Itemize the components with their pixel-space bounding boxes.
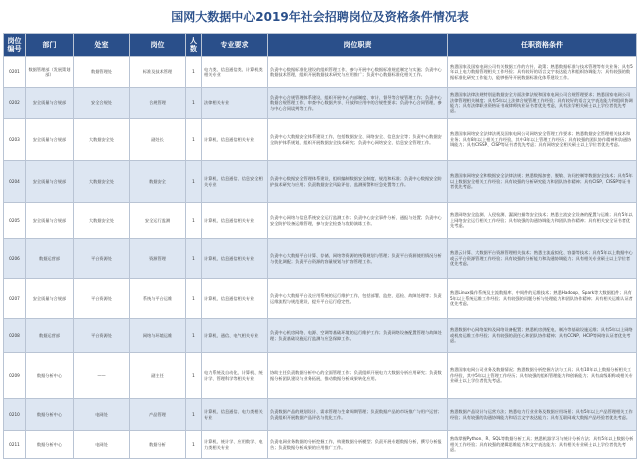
cell-dept: 数据分析中心 [26, 353, 74, 399]
cell-dept: 安全质量与合规部 [26, 88, 74, 119]
table-row [4, 319, 637, 353]
req-text: 熟悉国家法律法规特别是数据安全方面法律法规和国家电网公司合规管理要求；熟悉国家电网公司法律管理相关制度；具有5年以上法律合规管理工作经验；具有较好的语言文字表达能力和组织协调能力；具有法律职业资格证书或律师执业证书者优先考虑，具有法学相关硕士以上学位者优先考虑。 [450, 92, 633, 114]
cell-dept: 数据管理部（发展策划部） [26, 57, 74, 88]
cell-dept: 数据运营部 [26, 239, 74, 279]
req-text: 熟悉数据产品设计与运营方法；熟悉电力行业业务及数据应用场景；具有5年以上产品管理相关工作经验；具有较强的沟通协调能力和语言文字表达能力；具有互联网或大数据产品经验者优先考虑。 [450, 409, 633, 420]
req-text: 熟练掌握Python、R、SQL等数据分析工具；熟悉机器学习与统计分析方法；具有5年以上数据分析相关工作经验；具有较强的逻辑思维能力和文字表达能力；具有相关专业硕士以上学位者优先考虑。 [450, 436, 634, 453]
cell-count: 1 [186, 431, 202, 459]
cell-post: 合规管理 [130, 88, 186, 119]
cell-duty [268, 161, 448, 203]
cell-req [448, 161, 637, 203]
req-text: 熟悉国家及国家电网公司有关数据工作的方针、政策；熟悉数据标准与技术管理等有关业务；具有5年以上电力数据管理相关工作经验；具有较好的语言文字表达能力和组织协调能力；具有较强的数据标准化研究工作能力，能够指导开展数据标准化体系建设工作。 [450, 63, 633, 80]
cell-office: 平台资源处 [74, 319, 130, 353]
cell-major [202, 399, 268, 431]
cell-major [202, 203, 268, 239]
cell-code: 0203 [4, 119, 26, 161]
cell-code: 0207 [4, 279, 26, 319]
cell-post: 数据分析 [130, 431, 186, 459]
cell-count: 1 [186, 203, 202, 239]
cell-code: 0208 [4, 319, 26, 353]
cell-duty [268, 279, 448, 319]
cell-post: 产品管理 [130, 399, 186, 431]
cell-req [448, 431, 637, 459]
req-text: 熟悉国家网络安全法律法规及国家电网公司网络安全管理工作要求；熟悉数据安全管理相关技术和业务；具有8年以上相关工作经验，其中3年以上管理工作经历；具有较强的团队协作精神和沟通协调能力；具有CISSP、CISP等证书者优先考虑；具有网络安全相关硕士以上学位者优先考虑。 [450, 131, 632, 148]
header-dept: 部门 [26, 34, 74, 57]
duty-text: 负责中心数据标准化建设的组织管理工作，参与开展中心数据标准规范制定与实施；负责中心数据技术管理，组织开展数据技术研究与应用推广；负责中心数据标准化相关工作。 [270, 66, 442, 77]
table-row [4, 88, 637, 119]
cell-duty [268, 88, 448, 119]
cell-req [448, 239, 637, 279]
cell-req [448, 203, 637, 239]
cell-req [448, 353, 637, 399]
cell-office: 电网处 [74, 431, 130, 459]
cell-duty [268, 353, 448, 399]
cell-code: 0201 [4, 57, 26, 88]
table-row [4, 279, 637, 319]
table-row [4, 399, 637, 431]
cell-code: 0206 [4, 239, 26, 279]
cell-office: 平台资源处 [74, 279, 130, 319]
table-row [4, 431, 637, 459]
major-text: 计算机、信息通信、信息安全相关专业 [204, 176, 263, 187]
duty-text: 负责电网业务数据的分析挖掘工作，构建数据分析模型；负责开展专题数据分析，撰写分析报告；负责数据分析成果的应用推广工作。 [270, 439, 442, 450]
req-text: 熟悉国家网络安全和数据安全法律法规；熟悉数据加密、脱敏、访问控制等数据安全技术；具有5年以上数据安全相关工作经验；具有较强的分析研究能力和团队协作精神；具有CISP、CISSP等证书者优先考虑。 [450, 173, 633, 190]
document-title: 国网大数据中心2019年社会招聘岗位及资格条件情况表 [171, 10, 469, 24]
cell-duty [268, 57, 448, 88]
header-req: 任职资格条件 [448, 34, 637, 57]
req-text: 熟悉云计算、大数据平台资源管理相关技术；熟悉主流虚拟化、容器等技术；具有5年以上数据中心或云平台资源管理工作经验；具有较强的分析能力和沟通协调能力；具有相关专业硕士以上学位者优先考虑。 [450, 250, 633, 267]
cell-major [202, 239, 268, 279]
major-text: 法律相关专业 [204, 100, 230, 106]
cell-count: 1 [186, 88, 202, 119]
cell-dept: 数据运营部 [26, 319, 74, 353]
cell-post: 副主任 [130, 353, 186, 399]
cell-duty [268, 119, 448, 161]
table-row [4, 161, 637, 203]
cell-dept: 安全质量与合规部 [26, 119, 74, 161]
cell-duty [268, 399, 448, 431]
major-text: 计算机、通信、电气相关专业 [204, 332, 259, 338]
cell-office: 电网处 [74, 399, 130, 431]
cell-major [202, 161, 268, 203]
cell-code: 0205 [4, 203, 26, 239]
cell-code: 0204 [4, 161, 26, 203]
duty-text: 负责中心机房网络、电源、空调等基础环境的运行维护工作；负责网络设备配置管理与故障处理；负责基础设施运行监测与应急保障工作。 [270, 330, 442, 341]
duty-text: 负责中心数据安全管理体系建设，组织编制数据安全制度、规范和标准；负责中心数据安全防护技术研究与应用；负责数据安全风险评估、监测预警和应急处置等工作。 [270, 176, 442, 187]
cell-req [448, 119, 637, 161]
duty-text: 负责中心网络与信息系统安全运行监测工作；负责中心安全事件分析、通报与处置；负责中心安全防护设备运维管理，参与安全检查与攻防演练工作。 [270, 215, 442, 226]
cell-dept: 安全质量与合规部 [26, 203, 74, 239]
cell-count: 1 [186, 57, 202, 88]
cell-count: 1 [186, 279, 202, 319]
cell-post: 副处长 [130, 119, 186, 161]
cell-req [448, 399, 637, 431]
table-header-row [4, 34, 637, 57]
cell-post: 安全运行监测 [130, 203, 186, 239]
header-duty: 岗位职责 [268, 34, 448, 57]
cell-office: 大数据安全处 [74, 161, 130, 203]
cell-code: 0202 [4, 88, 26, 119]
major-text: 电力类、信息通信类、计算机类相关专业 [204, 66, 263, 77]
cell-major [202, 279, 268, 319]
cell-post: 数据安全 [130, 161, 186, 203]
duty-text: 协助主任负责数据分析中心的全面管理工作；负责组织开展电力大数据分析应用研究；负责数据分析团队建设与业务拓展，推动数据分析成果转化应用。 [270, 370, 442, 381]
cell-post: 资源管理 [130, 239, 186, 279]
duty-text: 负责中心大数据安全体系建设工作，包括数据安全、网络安全、信息安全等；负责中心数据安全防护体系规划，组织开展数据安全技术研究；负责中心网络安全、信息安全管理工作。 [270, 134, 442, 145]
cell-duty [268, 319, 448, 353]
cell-dept: 数据分析中心 [26, 431, 74, 459]
header-count: 人数 [186, 34, 202, 57]
cell-office: 大数据安全处 [74, 119, 130, 161]
table-row [4, 203, 637, 239]
duty-text: 负责数据产品的规划设计、需求管理与生命周期管理；负责数据产品的市场推广与用户运营；负责组织开展数据产品评估与优化工作。 [270, 409, 442, 420]
req-text: 熟悉国家电网公司业务及数据情况；熟悉数据分析挖掘方法与工具；具有10年以上数据分析相关工作经验，其中5年以上管理工作经历；具有较强的组织管理能力和创新能力；具有高级职称或相关专业硕士以上学位者优先考虑。 [450, 367, 633, 384]
cell-major [202, 88, 268, 119]
cell-office: 安全合规处 [74, 88, 130, 119]
cell-office: 数据管理处 [74, 57, 130, 88]
cell-dept: 安全质量与合规部 [26, 279, 74, 319]
cell-count: 1 [186, 353, 202, 399]
cell-req [448, 279, 637, 319]
cell-dept: 数据分析中心 [26, 399, 74, 431]
major-text: 电力系统及自动化、计算机、统计学、管理科学等相关专业 [204, 370, 263, 381]
req-text: 熟悉数据中心网络架构及网络设备配置；熟悉机房供配电、制冷等基础设施运维；具有5年以上网络或机房运维工作经验；具有较强的责任心和团队协作精神；具有CCNP、HCIP等网络认证者优先考虑。 [450, 327, 633, 344]
major-text: 计算机、统计学、应用数学、电力类相关专业 [204, 439, 263, 450]
major-text: 计算机、信息通信相关专业 [204, 255, 255, 261]
cell-req [448, 319, 637, 353]
duty-text: 负责中心合规管理体系建设，组织开展中心内部制度、审计、督导等合规管理工作；负责中心数据合规管理工作，审查中心数据共享、开放和应用中的合规性要求；负责中心合同管理，参与中心合同谈判等工作。 [270, 94, 442, 111]
cell-count: 1 [186, 239, 202, 279]
header-post: 岗位 [130, 34, 186, 57]
table-row [4, 119, 637, 161]
duty-text: 负责中心大数据平台计算、存储、网络等资源的统筹规划与管理；负责平台资源使用情况分析与优化调配；负责平台资源的容量规划与扩容管理工作。 [270, 253, 442, 264]
recruitment-table [3, 33, 637, 459]
cell-count: 1 [186, 161, 202, 203]
major-text: 计算机、信息通信相关专业 [204, 136, 255, 142]
cell-count: 1 [186, 399, 202, 431]
cell-major [202, 319, 268, 353]
major-text: 计算机、信息通信相关专业 [204, 295, 255, 301]
req-text: 熟悉Linux操作系统及主流数据库、中间件的运维技术；熟悉Hadoop、Spark等大数据组件；具有5年以上系统运维工作经验；具有较强的问题分析与处理能力和团队协作精神；具有相关运维认证者优先考虑。 [450, 290, 633, 307]
duty-text: 负责中心大数据平台及应用系统的运行维护工作，包括部署、监控、巡检、故障处理等；负责运维流程与规范建设，提升平台运行稳定性。 [270, 293, 442, 304]
cell-code: 0211 [4, 431, 26, 459]
cell-dept: 安全质量与合规部 [26, 161, 74, 203]
cell-major [202, 57, 268, 88]
cell-count: 1 [186, 319, 202, 353]
cell-major [202, 353, 268, 399]
req-text: 熟悉网络安全监测、入侵检测、漏洞扫描等安全技术；熟悉主流安全设备的配置与运维；具有5年以上网络安全运行相关工作经验；具有较强的沟通协调能力和团队协作精神；具有相关安全证书者优先考虑。 [450, 212, 633, 229]
cell-office: —— [74, 353, 130, 399]
cell-major [202, 119, 268, 161]
table-row [4, 239, 637, 279]
cell-post: 标准及技术管理 [130, 57, 186, 88]
cell-count: 1 [186, 119, 202, 161]
cell-post: 网络与环境运维 [130, 319, 186, 353]
cell-req [448, 88, 637, 119]
major-text: 计算机、信息通信、电力类相关专业 [204, 409, 263, 420]
cell-duty [268, 431, 448, 459]
cell-post: 系统与平台运维 [130, 279, 186, 319]
header-major: 专业要求 [202, 34, 268, 57]
cell-req [448, 57, 637, 88]
cell-office: 大数据安全处 [74, 203, 130, 239]
cell-major [202, 431, 268, 459]
header-code: 岗位编号 [4, 34, 26, 57]
cell-code: 0210 [4, 399, 26, 431]
table-row [4, 353, 637, 399]
cell-duty [268, 203, 448, 239]
cell-office: 平台资源处 [74, 239, 130, 279]
table-row [4, 57, 637, 88]
cell-duty [268, 239, 448, 279]
major-text: 计算机、信息通信相关专业 [204, 217, 255, 223]
header-office: 处室 [74, 34, 130, 57]
cell-code: 0209 [4, 353, 26, 399]
